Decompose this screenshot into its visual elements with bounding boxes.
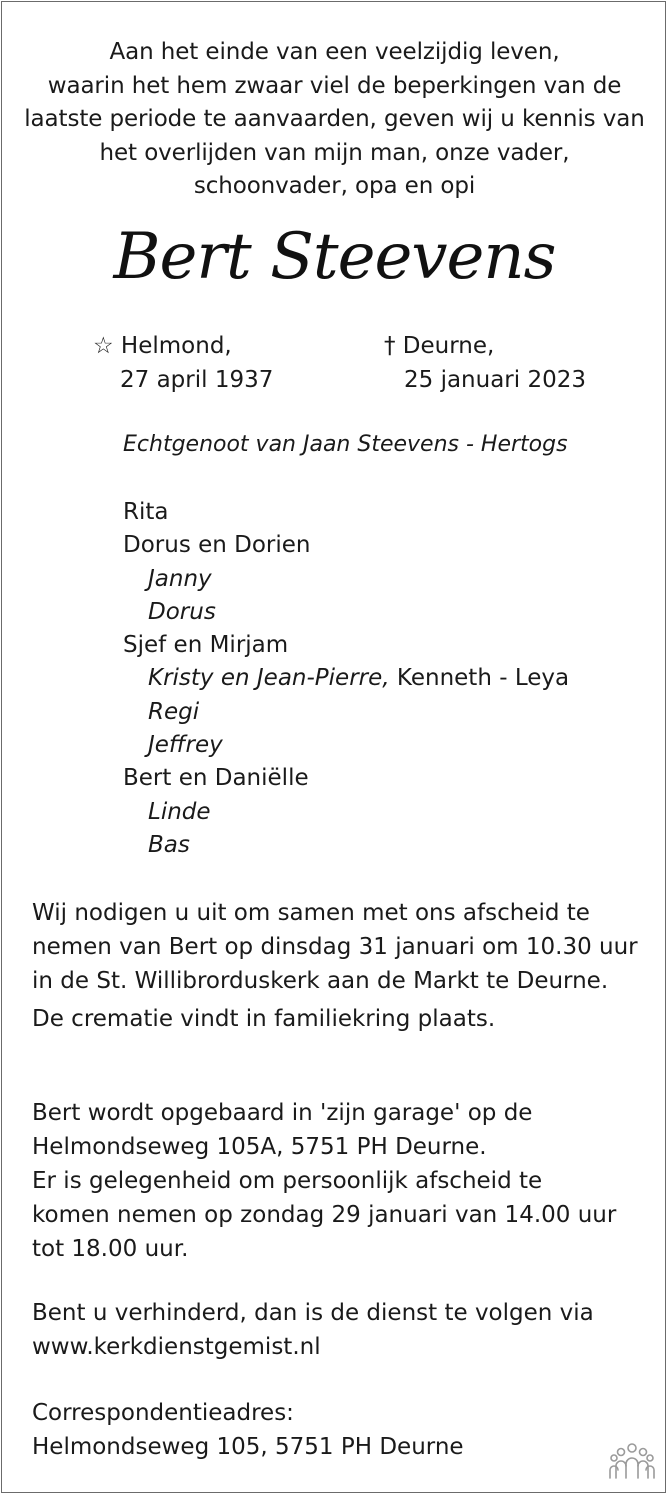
spouse-line: Echtgenoot van Jaan Steevens - Hertogs [123,432,568,457]
stream-line: Bent u verhinderd, dan is de dienst te volgen via [32,1300,594,1326]
intro-line: het overlijden van mijn man, onze vader, [99,139,570,166]
viewing-line: tot 18.00 uur. [32,1236,189,1262]
family-logo-icon [608,1440,656,1480]
family-member: Dorus en Dorien [123,532,311,559]
stream-paragraph [32,1296,594,1364]
birth-info [93,330,273,397]
grandchild-row [123,662,569,695]
birth-place: ☆ Helmond, [93,333,232,359]
correspondence-paragraph [32,1396,464,1464]
grandchild: Bas [148,831,190,858]
intro-line: laatste periode te aanvaarden, geven wij u kennis van [24,106,645,132]
invitation-line: in de St. Willibrorduskerk aan de Markt te Deurne. [32,968,609,994]
viewing-line: Bert wordt opgebaard in 'zijn garage' op de [32,1100,533,1126]
grandchild: Linde [148,798,211,825]
invitation-line: Wij nodigen u uit om samen met ons afscheid te [32,900,590,926]
grandchild: Janny [148,565,212,592]
cremation-paragraph [32,1002,495,1036]
death-place: † Deurne, [384,333,495,359]
family-list [123,496,569,862]
correspondence-label: Correspondentieadres: [32,1400,294,1426]
grandchild: Regi [148,698,200,725]
intro-text [0,36,669,204]
family-member: Rita [123,499,169,525]
invitation-paragraph [32,896,638,998]
correspondence-address: Helmondseweg 105, 5751 PH Deurne [32,1434,464,1460]
death-info [384,330,586,397]
cremation-line: De crematie vindt in familiekring plaats. [32,1006,496,1032]
stream-link[interactable]: www.kerkdienstgemist.nl [32,1334,321,1360]
grandchild: Kristy en Jean-Pierre, [148,665,390,692]
grandchild: Jeffrey [148,732,223,759]
viewing-paragraph [32,1096,616,1266]
birth-date: 27 april 1937 [120,366,274,393]
invitation-line: nemen van Bert op dinsdag 31 januari om 10.30 uur [32,934,638,960]
viewing-line: komen nemen op zondag 29 januari van 14.00 uur [32,1202,617,1228]
viewing-line: Helmondseweg 105A, 5751 PH Deurne. [32,1134,487,1160]
deceased-name: Bert Steevens [113,220,556,294]
family-member: Sjef en Mirjam [123,632,289,659]
intro-line: waarin het hem zwaar viel de beperkingen van de [47,72,622,99]
grandchild: Dorus [148,598,216,625]
great-grandchildren: Kenneth - Leya [389,665,570,692]
intro-line: Aan het einde van een veelzijdig leven, [109,39,560,65]
viewing-line: Er is gelegenheid om persoonlijk afscheid te [32,1168,543,1194]
intro-line: schoonvader, opa en opi [193,173,476,199]
family-member: Bert en Daniëlle [123,765,309,792]
death-date: 25 januari 2023 [404,366,587,393]
